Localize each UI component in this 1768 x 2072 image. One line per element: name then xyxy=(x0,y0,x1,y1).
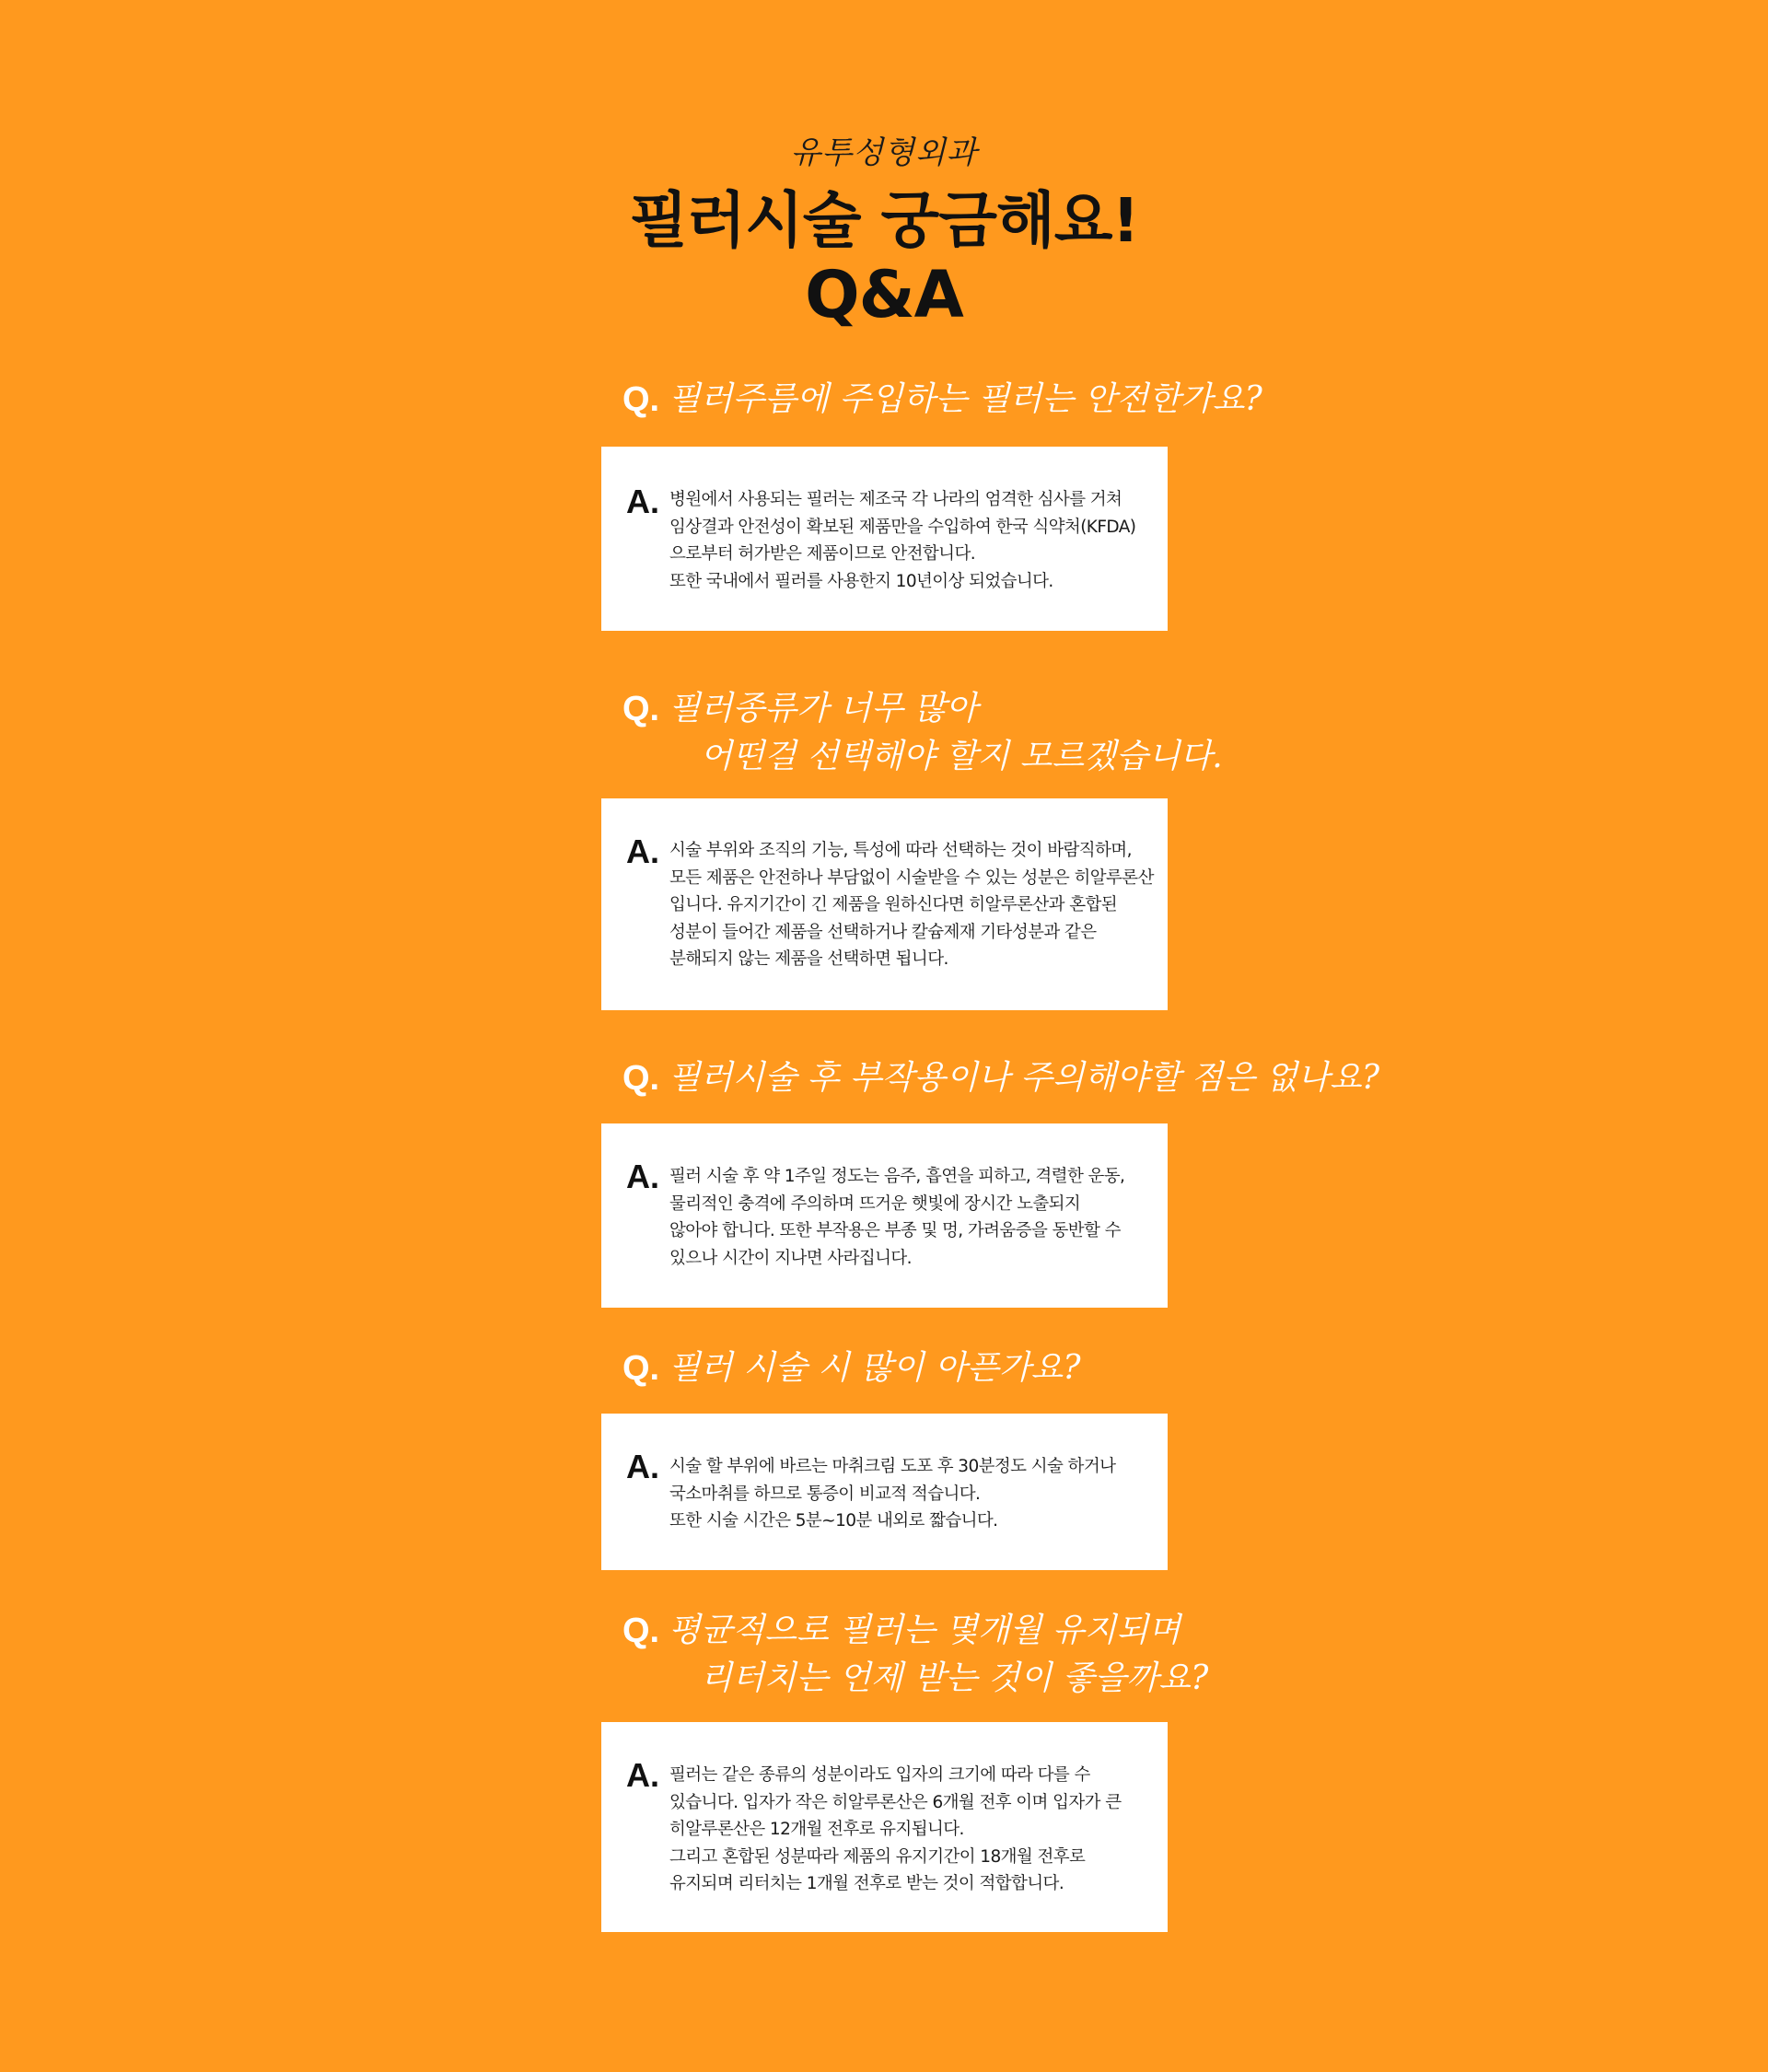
answer-mark: A. xyxy=(626,1756,659,1794)
answer-mark: A. xyxy=(626,1448,659,1485)
clinic-name: 유투성형외과 xyxy=(790,134,978,171)
answer-text: 시술 할 부위에 바르는 마취크림 도포 후 30분정도 시술 하거나 국소마취를 하므로 통증이 비교적 적습니다. 또한 시술 시간은 5분~10분 내외로 짧습니다. xyxy=(669,1457,1116,1531)
question-3 xyxy=(622,1054,1380,1110)
answer-mark: A. xyxy=(626,483,659,520)
answer-box-1 xyxy=(601,447,1168,631)
question-mark: Q. xyxy=(622,380,660,419)
title-line-main: 필러시술 궁금해요! xyxy=(629,185,1139,256)
question-mark: Q. xyxy=(622,1059,660,1098)
question-mark: Q. xyxy=(622,1612,660,1650)
question-text: 평균적으로 필러는 몇개월 유지되며 리터치는 언제 받는 것이 좋을까요? xyxy=(669,1612,1209,1697)
answer-text: 필러는 같은 종류의 성분이라도 입자의 크기에 따라 다를 수 있습니다. 입자가 작은 히알루론산은 6개월 전후 이며 입자가 큰 히알루론산은 12개월 전후로 유지됩니다. 그리고 혼합된 성분따라 제품의 유지기간이 18개월 전후로 유지되며 리터치는 1개월 전후로 받는 것이 적합합니다. xyxy=(669,1765,1122,1893)
answer-box-3 xyxy=(601,1123,1168,1308)
question-mark: Q. xyxy=(622,1349,660,1388)
question-5 xyxy=(622,1607,1267,1708)
answer-box-2 xyxy=(601,798,1168,1010)
page-title xyxy=(0,184,1768,332)
question-text: 필러주름에 주입하는 필러는 안전한가요? xyxy=(669,380,1262,418)
answer-mark: A. xyxy=(626,1158,659,1195)
title-line-qa: Q&A xyxy=(805,257,963,332)
question-text: 필러종류가 너무 많아 어떤걸 선택해야 할지 모르겠습니다. xyxy=(669,690,1223,775)
question-1 xyxy=(622,376,1267,431)
answer-text: 필러 시술 후 약 1주일 정도는 음주, 흡연을 피하고, 격렬한 운동, 물리적인 충격에 주의하며 뜨거운 햇빛에 장시간 노출되지 않아야 합니다. 또한 부작용은 부종 및 멍, 가려움증을 동반할 수 있으나 시간이 지나면 사라집니다. xyxy=(669,1167,1125,1268)
question-mark: Q. xyxy=(622,690,660,728)
answer-box-5 xyxy=(601,1722,1168,1932)
question-text: 필러시술 후 부작용이나 주의해야할 점은 없나요? xyxy=(669,1059,1380,1097)
question-2 xyxy=(622,685,1267,786)
answer-mark: A. xyxy=(626,832,659,870)
answer-text: 시술 부위와 조직의 기능, 특성에 따라 선택하는 것이 바람직하며, 모든 제품은 안전하나 부담없이 시술받을 수 있는 성분은 히알루론산 입니다. 유지기간이 긴 제품을 원하신다면 히알루론산과 혼합된 성분이 들어간 제품을 선택하거나 칼슘제재 기타성분과 같은 분해되지 않는 제품을 선택하면 됩니다. xyxy=(669,841,1154,969)
question-4 xyxy=(622,1344,1267,1400)
question-text: 필러 시술 시 많이 아픈가요? xyxy=(669,1349,1081,1387)
answer-text: 병원에서 사용되는 필러는 제조국 각 나라의 엄격한 심사를 거쳐 임상결과 안전성이 확보된 제품만을 수입하여 한국 식약처(KFDA) 으로부터 허가받은 제품이므로 안전합니다. 또한 국내에서 필러를 사용한지 10년이상 되었습니다. xyxy=(669,490,1136,591)
answer-box-4 xyxy=(601,1414,1168,1570)
